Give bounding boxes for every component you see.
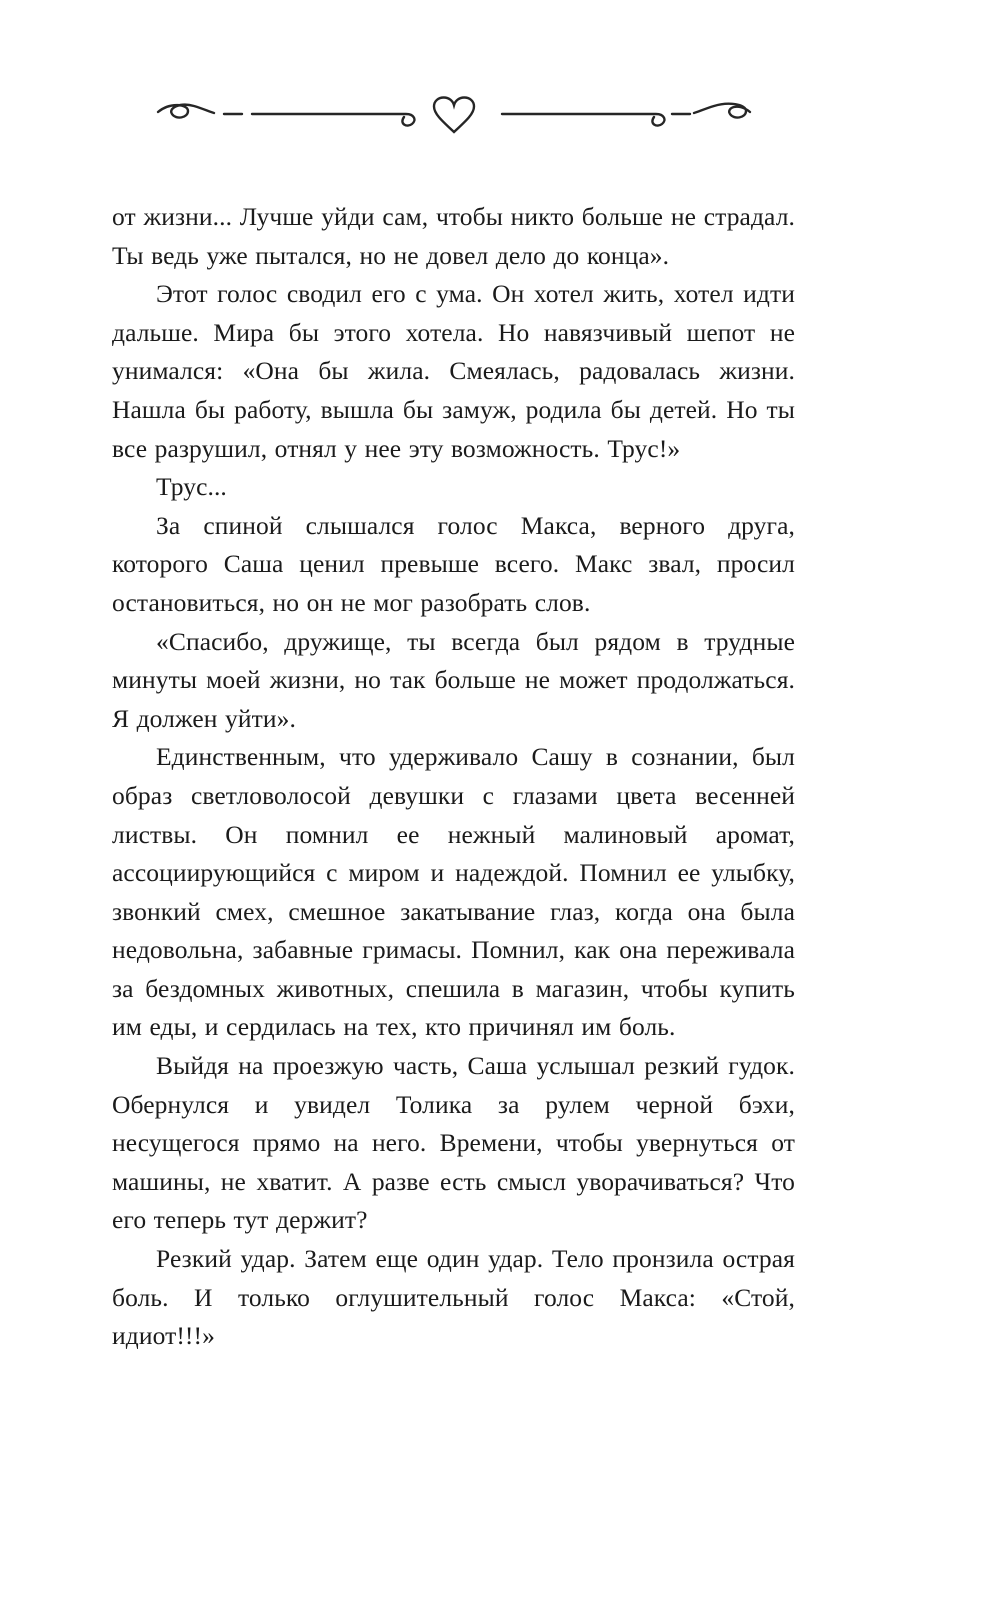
paragraph: «Спасибо, дружище, ты всегда был рядом в трудные минуты моей жизни, но так больше не может продолжаться. Я должен уйти». <box>112 626 795 733</box>
paragraph: Резкий удар. Затем еще один удар. Тело пронзила острая боль. И только оглушительный голос Макса: «Стой, идиот!!!» <box>112 1244 795 1351</box>
body-text <box>112 198 795 1356</box>
paragraph: от жизни... Лучше уйди сам, чтобы никто больше не страдал. Ты ведь уже пытался, но не довел дело до конца». <box>112 202 795 270</box>
paragraph: Этот голос сводил его с ума. Он хотел жить, хотел идти дальше. Мира бы этого хотела. Но навязчивый шепот не унимался: «Она бы жила. Смеялась, радовалась жизни. Нашла бы работу, вышла бы замуж, родила бы детей. Но ты все разрушил, отнял у нее эту возможность. Трус!» <box>112 279 795 463</box>
paragraph: Единственным, что удерживало Сашу в сознании, был образ светловолосой девушки с глазами цвета весенней листвы. Он помнил ее нежный малиновый аромат, ассоциирующийся с миром и надеждой. Помнил ее улыбку, звонкий смех, смешное закатывание глаз, когда она была недовольна, забавные гримасы. Помнил, как она переживала за бездомных животных, спешила в магазин, чтобы купить им еды, и сердилась на тех, кто причинял им боль. <box>112 742 795 1042</box>
content-column <box>112 96 795 1356</box>
paragraph: За спиной слышался голос Макса, верного друга, которого Саша ценил превыше всего. Макс звал, просил остановиться, но он не мог разобрать слов. <box>112 510 795 617</box>
paragraph: Выйдя на проезжую часть, Саша услышал резкий гудок. Обернулся и увидел Толика за рулем черной бэхи, несущегося прямо на него. Времени, чтобы увернуться от машины, не хватит. А разве есть смысл уворачиваться? Что его теперь тут держит? <box>112 1051 795 1235</box>
chapter-divider <box>112 96 795 140</box>
paragraph: Трус... <box>156 472 227 502</box>
heart-ornament-icon <box>144 96 764 140</box>
